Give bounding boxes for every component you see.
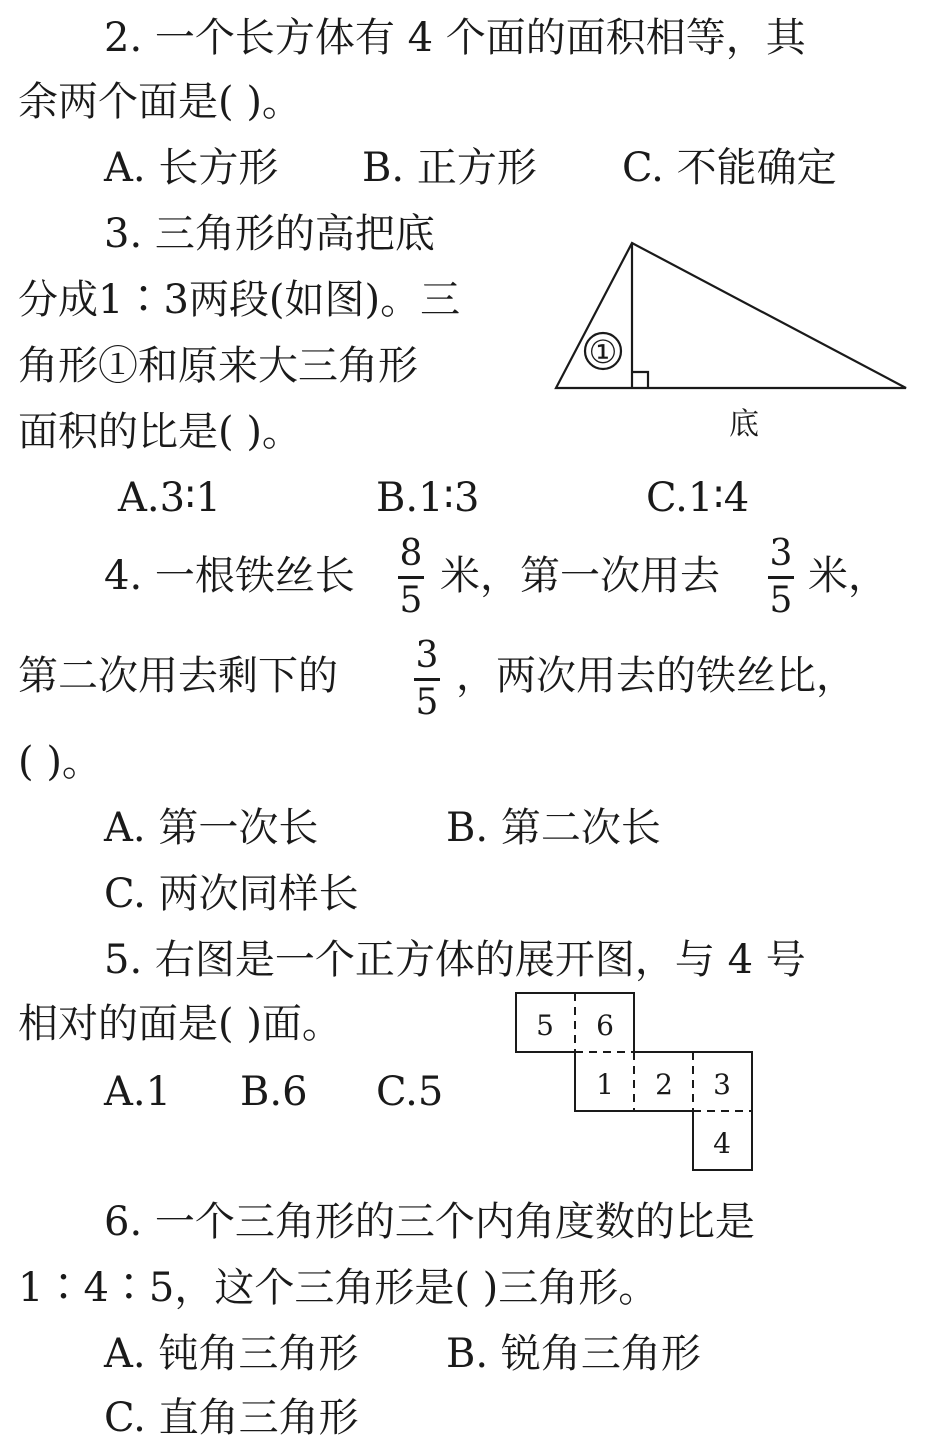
q4-option-b: B. 第二次长 — [446, 805, 661, 851]
q6-line2: 1∶4∶5，这个三角形是( )三角形。 — [18, 1265, 659, 1311]
q2-option-a: A. 长方形 — [104, 145, 279, 191]
right-angle-mark — [632, 372, 648, 388]
q3-line3: 角形①和原来大三角形 — [18, 343, 418, 389]
q6-option-a: A. 钝角三角形 — [104, 1331, 359, 1377]
q3-line4: 面积的比是( )。 — [18, 409, 302, 455]
q3-option-b: B.1∶3 — [376, 475, 480, 521]
net-face-6: 6 — [596, 1009, 614, 1042]
fraction-denominator: 5 — [769, 580, 793, 621]
q2-line2: 余两个面是( )。 — [18, 79, 302, 125]
q5-option-c: C.5 — [376, 1069, 444, 1115]
net-face-2: 2 — [655, 1068, 673, 1101]
net-face-1: 1 — [596, 1068, 614, 1101]
q5-line1: 5. 右图是一个正方体的展开图，与 4 号 — [104, 937, 806, 983]
q4-option-c: C. 两次同样长 — [104, 871, 359, 917]
q6-option-c: C. 直角三角形 — [104, 1395, 359, 1441]
q3-line1: 3. 三角形的高把底 — [104, 211, 435, 257]
q5-option-b: B.6 — [240, 1069, 308, 1115]
q3-option-c: C.1∶4 — [646, 475, 750, 521]
q5-line2: 相对的面是( )面。 — [18, 1001, 342, 1047]
q2-option-b: B. 正方形 — [362, 145, 537, 191]
q3-option-a: A.3∶1 — [118, 475, 221, 521]
q4-line1-a: 4. 一根铁丝长 — [104, 553, 355, 599]
q4-option-a: A. 第一次长 — [104, 805, 319, 851]
q4-line2-a: 第二次用去剩下的 — [18, 653, 338, 699]
q6-option-b: B. 锐角三角形 — [446, 1331, 701, 1377]
q2-option-c: C. 不能确定 — [622, 145, 837, 191]
fraction-denominator: 5 — [415, 682, 439, 723]
net-face-4: 4 — [713, 1127, 731, 1160]
q4-line3: ( )。 — [18, 739, 102, 785]
q4-line2-b: ，两次用去的铁丝比， — [456, 653, 856, 699]
q6-line1: 6. 一个三角形的三个内角度数的比是 — [104, 1199, 755, 1245]
q5-option-a: A.1 — [104, 1069, 172, 1115]
fraction-numerator: 3 — [769, 533, 793, 574]
q4-line1-b: 米，第一次用去 — [440, 553, 720, 599]
net-face-5: 5 — [536, 1009, 554, 1042]
fraction-numerator: 8 — [399, 533, 423, 574]
q2-line1: 2. 一个长方体有 4 个面的面积相等，其 — [104, 15, 806, 61]
q3-base-label: 底 — [729, 407, 759, 442]
q3-region-label: ① — [588, 333, 618, 371]
net-face-3: 3 — [713, 1068, 731, 1101]
fraction-denominator: 5 — [399, 580, 423, 621]
fraction-numerator: 3 — [415, 635, 439, 676]
q3-line2: 分成1∶3两段(如图)。三 — [18, 277, 461, 323]
q4-line1-c: 米， — [808, 553, 888, 599]
